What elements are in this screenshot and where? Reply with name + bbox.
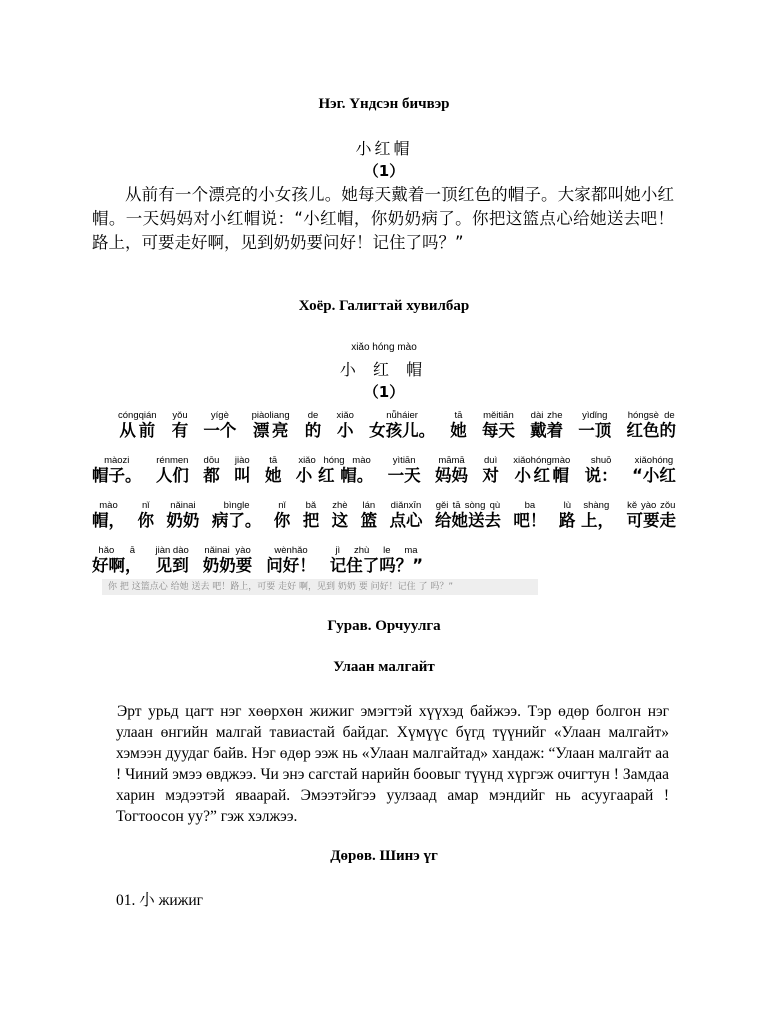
annotated-word: 这zhè bbox=[331, 500, 349, 530]
pinyin-reading: yǒu bbox=[171, 410, 189, 421]
annotated-word: 都dōu bbox=[203, 455, 220, 485]
annotated-word: 帽子。màozi bbox=[92, 455, 142, 485]
pinyin-reading: dōu bbox=[203, 455, 220, 466]
annotated-word: 小红帽xiǎohóngmào bbox=[513, 455, 571, 485]
pinyin-reading: jì zhù le ma bbox=[329, 545, 424, 556]
chinese-text-paragraph: 从前有一个漂亮的小女孩儿。她每天戴着一顶红色的帽子。大家都叫她小红帽。一天妈妈对小红帽说：“小红帽，你奶奶病了。你把这篮点心给她送去吧！路上，可要走好啊，见到奶奶要问好！记住了吗？” bbox=[92, 185, 674, 252]
pinyin-reading: nǐ bbox=[273, 500, 291, 511]
annotated-word: 女孩儿。nǚháier bbox=[369, 410, 436, 440]
pinyin-reading: jiàn dào bbox=[155, 545, 189, 556]
pinyin-reading: xiǎo hóng mào bbox=[295, 455, 374, 466]
highlighted-text-strip: 你 把 这篮点心 给她 送去 吧！路上，可要 走好 啊，见到 奶奶 要 问好！记住 了 吗？” bbox=[102, 579, 538, 595]
annotated-word: 妈妈māmā bbox=[435, 455, 469, 485]
annotated-word: 记住了吗？”jì zhù le ma bbox=[329, 545, 424, 575]
vocab-item: 01. 小 жижиг bbox=[116, 892, 203, 909]
pinyin-reading: nǎinai yào bbox=[202, 545, 253, 556]
ruby-line bbox=[92, 531, 676, 576]
translation-paragraph: Эрт урьд цагт нэг хөөрхөн жижиг эмэгтэй хүүхэд байжээ. Тэр өдөр болгон нэг улаан өнгийн малгай тавиастай байдаг. Хүмүүс бүгд түүнийг «Улаан малгайт» хэмээн дуудаг байв. Нэг өдөр ээж нь «Улаан малгайтад» хандаж: “Улаан малгайт аа ! Чиний эмээ өвджээ. Чи энэ сагстай нарийн боовыг түүнд хүргэж очигтун ! Замдаа харин мэдээтэй яваарай. Эмээтэйгээ уулзаад амар мэндийг нь асуугаарай ! Тогтоосон уу?” гэж хэлжээ. bbox=[116, 703, 669, 825]
section2-heading: Хоёр. Галигтай хувилбар bbox=[298, 298, 470, 314]
pinyin-reading: xiǎohóngmào bbox=[513, 455, 571, 466]
pinyin-reading: nǎinai bbox=[166, 500, 200, 511]
pinyin-reading: mào bbox=[92, 500, 125, 511]
pinyin-reading: tā bbox=[450, 410, 467, 421]
annotated-word: 奶奶nǎinai bbox=[166, 500, 200, 530]
pinyin-reading: bìngle bbox=[211, 500, 262, 511]
annotated-word: 从前cóngqián bbox=[118, 410, 157, 440]
story-title: 小红帽 bbox=[355, 139, 413, 158]
pinyin-reading: zhè bbox=[331, 500, 349, 511]
annotated-word: 戴着dài zhe bbox=[530, 410, 564, 440]
annotated-word: 漂亮piàoliang bbox=[251, 410, 290, 440]
pinyin-reading: měitiān bbox=[481, 410, 515, 421]
pinyin-reading: yígè bbox=[203, 410, 237, 421]
pinyin-reading: rénmen bbox=[155, 455, 189, 466]
ruby-line bbox=[92, 396, 676, 441]
annotated-word: 叫jiào bbox=[234, 455, 251, 485]
annotated-word: 路 上，lù shàng bbox=[558, 500, 615, 530]
ruby-line bbox=[92, 486, 676, 531]
annotated-word: 小 红 帽。xiǎo hóng mào bbox=[295, 455, 374, 485]
pinyin-reading: gěi tā sòng qù bbox=[434, 500, 501, 511]
ruby-line bbox=[92, 441, 676, 486]
section4-heading: Дөрөв. Шинэ үг bbox=[330, 848, 438, 864]
pinyin-reading: hóngsè de bbox=[626, 410, 676, 421]
pinyin-reading: dài zhe bbox=[530, 410, 564, 421]
annotated-word: 病了。bìngle bbox=[211, 500, 262, 530]
annotated-word: 对duì bbox=[482, 455, 499, 485]
pinyin-reading: tā bbox=[264, 455, 282, 466]
pinyin-reading: xiǎohóng bbox=[632, 455, 676, 466]
annotated-word: “小红xiǎohóng bbox=[632, 455, 676, 485]
annotated-word: 奶奶要nǎinai yào bbox=[202, 545, 253, 575]
pinyin-reading: bǎ bbox=[302, 500, 320, 511]
pinyin-reading: ba bbox=[513, 500, 547, 511]
annotated-word: 她tā bbox=[264, 455, 282, 485]
pinyin-reading: nǚháier bbox=[369, 410, 436, 421]
pinyin-reading: màozi bbox=[92, 455, 142, 466]
annotated-word: 好啊，hǎo ā bbox=[92, 545, 142, 575]
pinyin-story-number: （1） bbox=[363, 383, 405, 401]
annotated-word: 问好！wènhǎo bbox=[266, 545, 316, 575]
pinyin-reading: piàoliang bbox=[251, 410, 290, 421]
annotated-word: 见到jiàn dào bbox=[155, 545, 189, 575]
annotated-word: 你nǐ bbox=[137, 500, 154, 530]
annotated-word: 的de bbox=[304, 410, 322, 440]
annotated-word: 给她送去gěi tā sòng qù bbox=[434, 500, 501, 530]
translation-title: Улаан малгайт bbox=[333, 659, 435, 675]
section1-heading: Нэг. Үндсэн бичвэр bbox=[318, 96, 450, 112]
annotated-word: 吧！ba bbox=[513, 500, 547, 530]
annotated-word: 可要走kě yào zǒu bbox=[626, 500, 676, 530]
annotated-word: 你nǐ bbox=[273, 500, 291, 530]
annotated-word: 一个yígè bbox=[203, 410, 237, 440]
annotated-word: 每天měitiān bbox=[481, 410, 515, 440]
title-pinyin: xiǎo hóng mào bbox=[351, 342, 417, 353]
annotated-word: 红色的hóngsè de bbox=[626, 410, 676, 440]
annotated-word: 一天yìtiān bbox=[387, 455, 421, 485]
annotated-word: 把bǎ bbox=[302, 500, 320, 530]
pinyin-reading: kě yào zǒu bbox=[626, 500, 676, 511]
annotated-word: 点心diǎnxīn bbox=[389, 500, 423, 530]
pinyin-story-title: 小 红 帽 bbox=[339, 360, 429, 379]
story-number: （1） bbox=[363, 162, 405, 180]
section3-heading: Гурав. Орчуулга bbox=[327, 618, 441, 634]
pinyin-reading: duì bbox=[482, 455, 499, 466]
annotated-word: 有yǒu bbox=[171, 410, 189, 440]
pinyin-reading: wènhǎo bbox=[266, 545, 316, 556]
annotated-word: 说：shuō bbox=[584, 455, 618, 485]
pinyin-reading: lù shàng bbox=[558, 500, 615, 511]
annotated-word: 人们rénmen bbox=[155, 455, 189, 485]
annotated-word: 一顶yìdǐng bbox=[578, 410, 612, 440]
annotated-word: 她tā bbox=[450, 410, 467, 440]
pinyin-reading: cóngqián bbox=[118, 410, 157, 421]
annotated-word: 篮lán bbox=[360, 500, 378, 530]
pinyin-annotated-text bbox=[92, 396, 676, 576]
pinyin-reading: diǎnxīn bbox=[389, 500, 423, 511]
annotated-word: 小xiǎo bbox=[336, 410, 354, 440]
annotated-word: 帽，mào bbox=[92, 500, 125, 530]
pinyin-reading: māmā bbox=[435, 455, 469, 466]
pinyin-reading: shuō bbox=[584, 455, 618, 466]
pinyin-reading: hǎo ā bbox=[92, 545, 142, 556]
pinyin-reading: xiǎo bbox=[336, 410, 354, 421]
pinyin-reading: lán bbox=[360, 500, 378, 511]
pinyin-reading: jiào bbox=[234, 455, 251, 466]
pinyin-reading: yìtiān bbox=[387, 455, 421, 466]
pinyin-reading: yìdǐng bbox=[578, 410, 612, 421]
pinyin-reading: nǐ bbox=[137, 500, 154, 511]
pinyin-reading: de bbox=[304, 410, 322, 421]
